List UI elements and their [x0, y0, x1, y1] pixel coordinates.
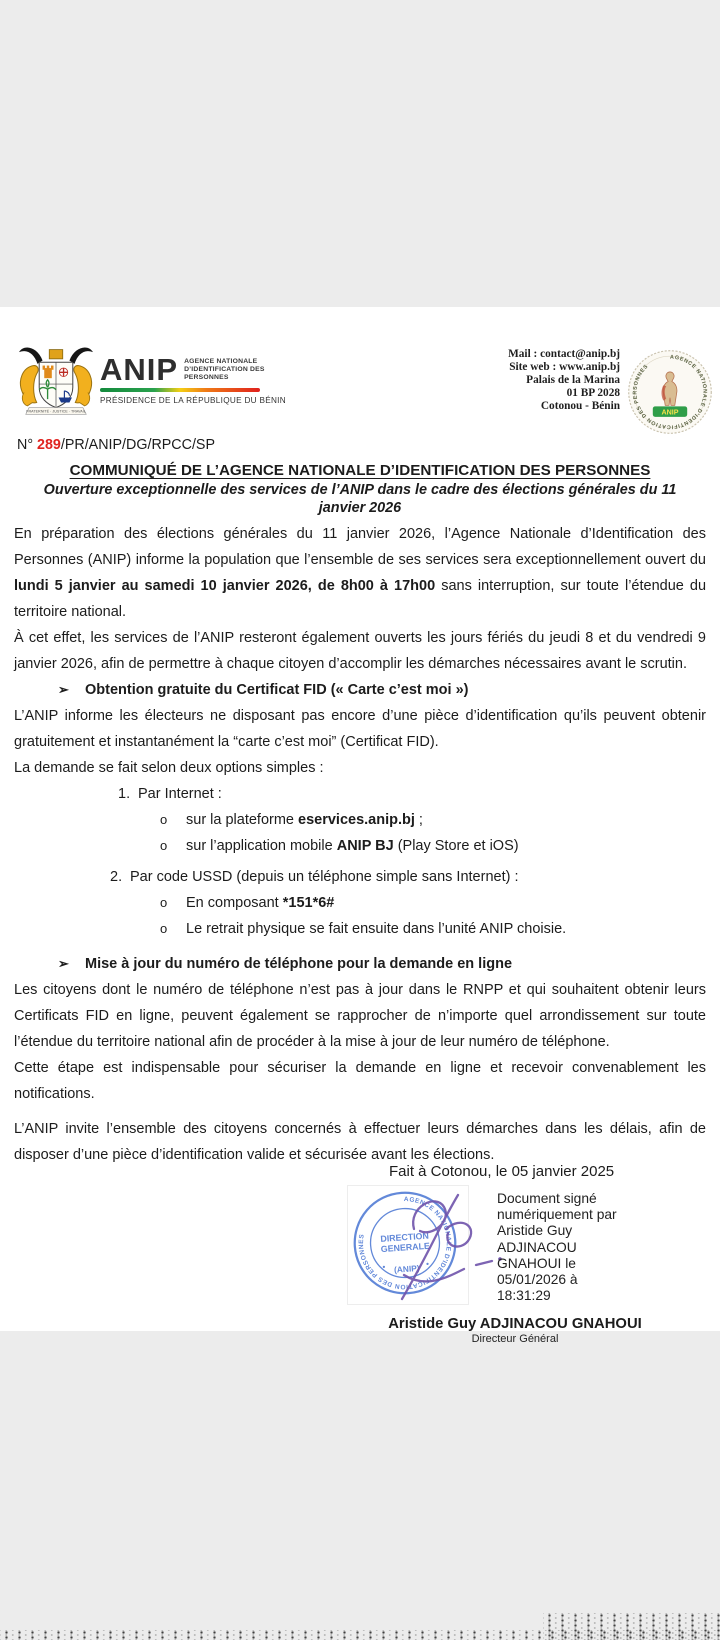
stamp-ring-text: AGENCE NATIONALE D'IDENTIFICATION DES PERSONNES — [357, 1196, 452, 1290]
document-page — [0, 307, 720, 1345]
circle-bullet-icon: o — [160, 895, 168, 910]
presidency-line: PRÉSIDENCE DE LA RÉPUBLIQUE DU BÉNIN — [100, 395, 286, 405]
num — [14, 864, 706, 890]
sub — [14, 890, 706, 916]
contact-line: Palais de la Marina — [526, 374, 620, 386]
bullet-heading — [14, 677, 706, 703]
bullet-heading — [14, 951, 706, 977]
sub — [14, 916, 706, 942]
block-text: Par code USSD (depuis un téléphone simple sans Internet) : — [130, 869, 519, 885]
doc-body — [14, 521, 706, 1168]
contact-line: Site web : www.anip.bj — [509, 361, 620, 373]
stamp-center-line2: GENERALE — [380, 1240, 431, 1255]
digital-signature-text — [497, 1191, 637, 1304]
digital-signature-line: 18:31:29 — [497, 1288, 551, 1304]
document-subtitle: Ouverture exceptionnelle des services de l’ANIP dans le cadre des élections générales du 11 janvier 2026 — [43, 482, 677, 516]
p — [14, 755, 706, 781]
digital-signature-line: numériquement par — [497, 1207, 617, 1223]
stamp-star-right: • — [425, 1258, 430, 1269]
contact-line: Mail : contact@anip.bj — [508, 348, 620, 360]
p — [14, 625, 706, 677]
anip-tagline-line: PERSONNES — [184, 374, 229, 382]
block-text: L’ANIP invite l’ensemble des citoyens concernés à effectuer leurs démarches dans les délais, afin de disposer d’une pièce d’identification valide et sécurisée avant les élections. — [14, 1121, 706, 1163]
bottom-edge-dither-pattern — [0, 1630, 720, 1640]
block-text: En préparation des élections générales du 11 janvier 2026, l’Agence Nationale d’Identification des Personnes (ANIP) informe la population que l’ensemble de ses services sera exceptionnellement ouvert du lundi 5 janvier au samedi 10 janvier 2026, de 8h00 à 17h00 sans interruption, sur toute l’étendue du territoire national. — [14, 526, 707, 620]
digital-signature-line: 05/01/2026 à — [497, 1272, 578, 1288]
block-text: Mise à jour du numéro de téléphone pour la demande en ligne — [85, 956, 513, 972]
block-text: En composant *151*6# — [186, 895, 335, 911]
document-header — [0, 345, 720, 430]
arrow-bullet-icon: ➢ — [58, 682, 69, 697]
contact-line: Cotonou - Bénin — [540, 400, 620, 412]
number-label: 1. — [118, 786, 131, 802]
reference-number-red: 289 — [37, 437, 61, 453]
flag-gradient-bar — [100, 388, 260, 392]
block-text: Par Internet : — [138, 786, 222, 802]
p — [14, 1055, 706, 1107]
digital-signature-line: Document signé — [497, 1191, 597, 1206]
num — [14, 781, 706, 807]
anip-acronym: ANIP — [100, 352, 179, 387]
signatory-block — [335, 1315, 695, 1346]
block-text: Le retrait physique se fait ensuite dans l’unité ANIP choisie. — [186, 921, 567, 937]
stamp-star-left: • — [382, 1261, 386, 1272]
seal-ring-text: AGENCE NATIONALE D'IDENTIFICATION DES PERSONNES — [632, 354, 708, 430]
signatory-role: Directeur Général — [471, 1333, 559, 1345]
date-place-line: Fait à Cotonou, le 05 janvier 2025 — [389, 1163, 615, 1180]
block-text: Les citoyens dont le numéro de téléphone n’est pas à jour dans le RNPP et qui souhaitent obtenir leurs Certificats FID en ligne, peuvent également se rapprocher de n’importe quel arrondissement sur toute l’étendue du territoire national afin de procéder à la mise à jour de leur numéro de téléphone. — [14, 982, 706, 1050]
contact-block — [508, 348, 620, 413]
seal-label: ANIP — [661, 408, 679, 417]
circle-bullet-icon: o — [160, 812, 168, 827]
anip-tagline-line: D’IDENTIFICATION DES — [184, 366, 265, 374]
contact-line: 01 BP 2028 — [566, 387, 620, 399]
block-text: La demande se fait selon deux options simples : — [14, 760, 324, 776]
signature-area — [0, 1185, 720, 1311]
circle-bullet-icon: o — [160, 838, 168, 853]
reference-number: N° 289/PR/ANIP/DG/RPCC/SP — [17, 437, 215, 453]
sub — [14, 807, 706, 833]
benin-coat-of-arms-icon — [14, 341, 98, 417]
p — [14, 521, 706, 625]
block-text: sur l’application mobile ANIP BJ (Play Store et iOS) — [186, 838, 519, 854]
block-text: sur la plateforme eservices.anip.bj ; — [186, 812, 423, 828]
p — [14, 1116, 706, 1168]
block-text: À cet effet, les services de l’ANIP resteront également ouverts les jours fériés du jeudi 8 et du vendredi 9 janvier 2026, afin de permettre à chaque citoyen d’accomplir les démarches nécessaires avant le scrutin. — [14, 630, 706, 672]
signatory-name: Aristide Guy ADJINACOU GNAHOUI — [388, 1316, 642, 1332]
sub — [14, 833, 706, 859]
block-text: L’ANIP informe les électeurs ne disposant pas encore d’une pièce d’identification qu’ils peuvent obtenir gratuitement et instantanément la “carte c’est moi” (Certificat FID). — [14, 708, 706, 750]
digital-signature-line: Aristide Guy — [497, 1223, 573, 1239]
stamp-center-line1: DIRECTION — [380, 1230, 430, 1244]
anip-seal-icon — [627, 349, 713, 435]
circle-bullet-icon: o — [160, 921, 168, 936]
block-text: Cette étape est indispensable pour sécuriser la demande en ligne et recevoir convenablement les notifications. — [14, 1060, 706, 1102]
arrow-bullet-icon: ➢ — [58, 956, 69, 971]
anip-tagline — [184, 358, 265, 383]
coat-motto: FRATERNITÉ · JUSTICE · TRAVAIL — [26, 409, 86, 414]
p — [14, 977, 706, 1055]
digital-signature-line: GNAHOUI le — [497, 1255, 576, 1271]
anip-tagline-line: AGENCE NATIONALE — [184, 358, 258, 365]
stamp-bottom-label: (ANIP) — [393, 1262, 420, 1275]
block-text: Obtention gratuite du Certificat FID (« Carte c’est moi ») — [85, 682, 469, 698]
digital-signature-line: ADJINACOU — [497, 1239, 577, 1255]
document-title: COMMUNIQUÉ DE L’AGENCE NATIONALE D’IDENTIFICATION DES PERSONNES — [69, 462, 651, 479]
anip-logo — [100, 352, 286, 405]
p — [14, 703, 706, 755]
number-label: 2. — [110, 869, 123, 885]
